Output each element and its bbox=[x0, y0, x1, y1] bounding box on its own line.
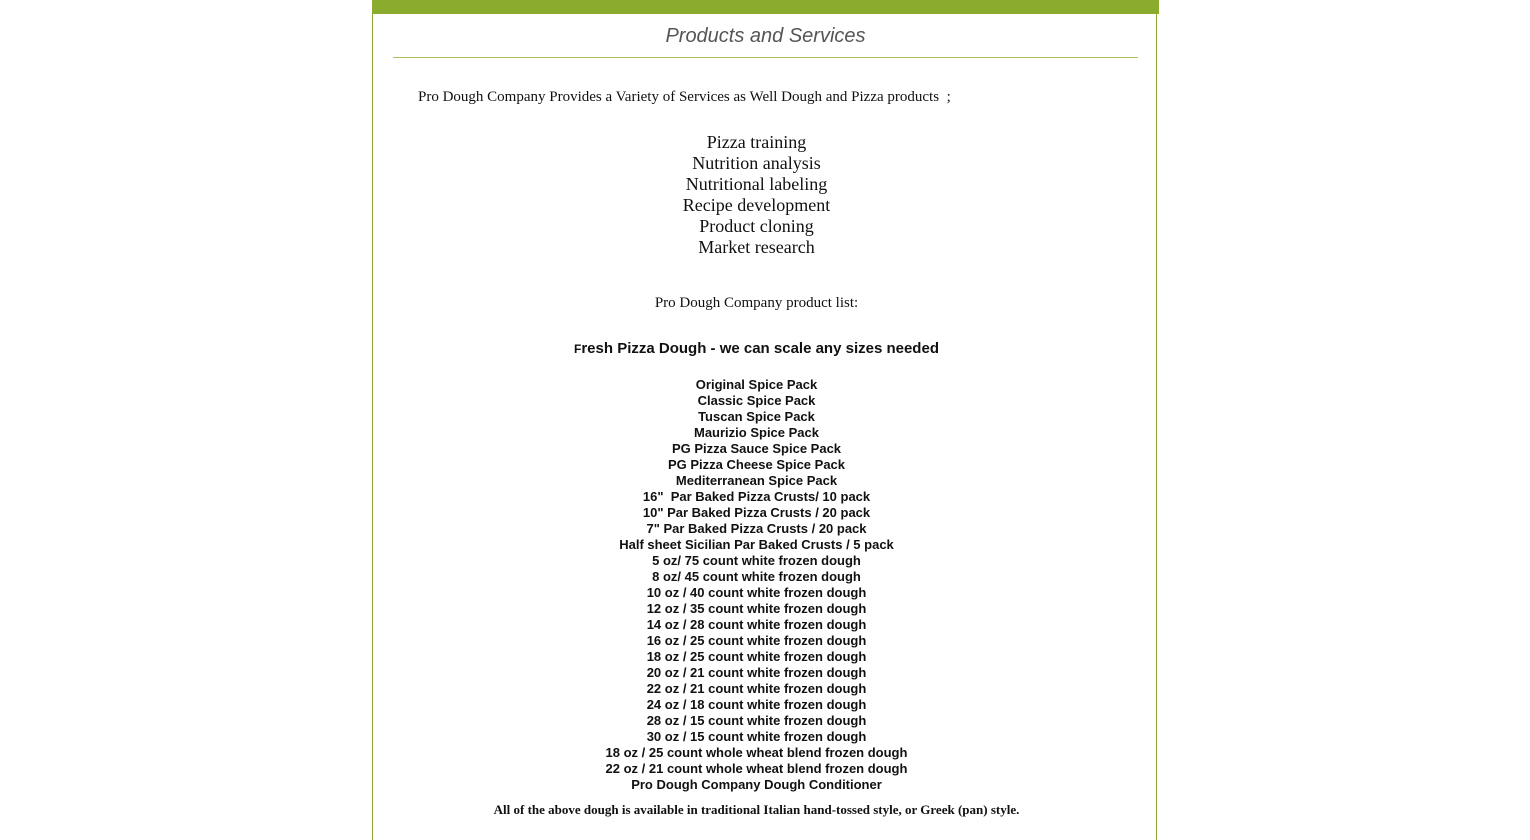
product-item: 5 oz/ 75 count white frozen dough bbox=[652, 553, 861, 568]
service-item: Pizza training bbox=[706, 132, 807, 152]
product-list bbox=[373, 377, 1140, 793]
product-item: 20 oz / 21 count white frozen dough bbox=[646, 665, 867, 680]
service-item: Nutritional labeling bbox=[685, 174, 828, 194]
product-item: Classic Spice Pack bbox=[697, 393, 816, 408]
product-item: Tuscan Spice Pack bbox=[698, 409, 815, 424]
fresh-dough-text: resh Pizza Dough - we can scale any sizes needed bbox=[581, 340, 939, 357]
product-item: 24 oz / 18 count white frozen dough bbox=[646, 697, 867, 712]
title-divider bbox=[393, 57, 1138, 58]
fresh-dough-heading bbox=[373, 339, 1140, 359]
product-item: Pro Dough Company Dough Conditioner bbox=[631, 777, 882, 792]
product-item: 28 oz / 15 count white frozen dough bbox=[646, 713, 867, 728]
product-item: PG Pizza Sauce Spice Pack bbox=[671, 441, 842, 456]
product-item: 22 oz / 21 count whole wheat blend frozen dough bbox=[605, 761, 908, 776]
product-item: 14 oz / 28 count white frozen dough bbox=[646, 617, 867, 632]
service-item: Market research bbox=[698, 237, 815, 257]
product-item: PG Pizza Cheese Spice Pack bbox=[667, 457, 846, 472]
product-list-heading: Pro Dough Company product list: bbox=[654, 295, 859, 311]
product-item: 8 oz/ 45 count white frozen dough bbox=[652, 569, 861, 584]
product-item: 18 oz / 25 count whole wheat blend frozen dough bbox=[605, 745, 908, 760]
service-item: Recipe development bbox=[682, 195, 831, 215]
service-item: Nutrition analysis bbox=[692, 153, 821, 173]
product-item: Mediterranean Spice Pack bbox=[675, 473, 838, 488]
product-item: 10" Par Baked Pizza Crusts / 20 pack bbox=[642, 505, 871, 520]
footer-note: All of the above dough is available in traditional Italian hand-tossed style, or Greek (pan) style. bbox=[493, 802, 1020, 817]
intro-text: Pro Dough Company Provides a Variety of Services as Well Dough and Pizza products ; bbox=[418, 89, 951, 105]
content-panel bbox=[372, 0, 1157, 840]
product-item: Half sheet Sicilian Par Baked Crusts / 5 pack bbox=[619, 537, 894, 552]
product-item: 30 oz / 15 count white frozen dough bbox=[646, 729, 867, 744]
header-bar bbox=[372, 0, 1159, 14]
product-item: 7" Par Baked Pizza Crusts / 20 pack bbox=[646, 521, 867, 536]
product-item: 16" Par Baked Pizza Crusts/ 10 pack bbox=[642, 489, 871, 504]
product-item: 12 oz / 35 count white frozen dough bbox=[646, 601, 867, 616]
page-title: Products and Services bbox=[665, 25, 866, 47]
fresh-dough-initial: F bbox=[574, 342, 582, 356]
services-list bbox=[373, 132, 1140, 258]
product-item: Maurizio Spice Pack bbox=[694, 425, 819, 440]
product-item: 16 oz / 25 count white frozen dough bbox=[646, 633, 867, 648]
product-item: 10 oz / 40 count white frozen dough bbox=[646, 585, 867, 600]
product-item: 22 oz / 21 count white frozen dough bbox=[646, 681, 867, 696]
product-item: Original Spice Pack bbox=[695, 377, 818, 392]
product-item: 18 oz / 25 count white frozen dough bbox=[646, 649, 867, 664]
service-item: Product cloning bbox=[699, 216, 814, 236]
